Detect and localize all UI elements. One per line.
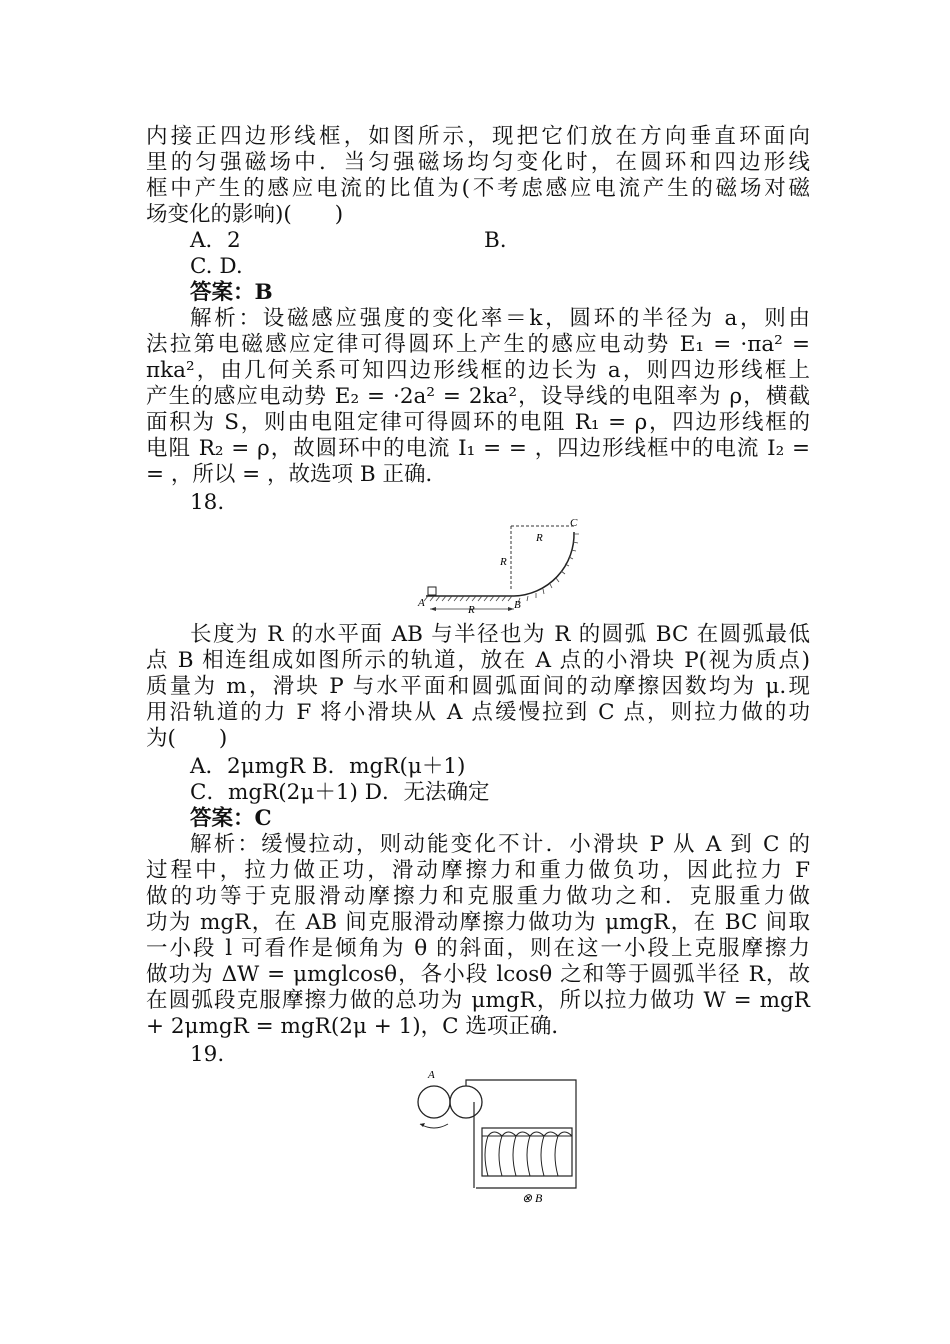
label-r-bottom: R	[468, 604, 475, 616]
label-a: A	[418, 597, 425, 609]
q17-stem-line-1: 内接正四边形线框，如图所示，现把它们放在方向垂直环面向	[146, 124, 810, 149]
q19-coil-figure	[408, 1066, 598, 1208]
arc-hatching	[518, 534, 579, 603]
q17-analysis-line-1: 解析：设磁感应强度的变化率＝k，圆环的半径为 a，则由	[190, 306, 810, 331]
q18-analysis-line-5: 一小段 l 可看作是倾角为 θ 的斜面，则在这一小段上克服摩擦力	[146, 936, 810, 961]
label-field-b: ⊗ B	[522, 1191, 543, 1205]
q18-analysis-line-2: 过程中，拉力做正功，滑动摩擦力和重力做负功，因此拉力 F	[146, 858, 810, 883]
q18-analysis-line-1: 解析：缓慢拉动，则动能变化不计．小滑块 P 从 A 到 C 的	[190, 832, 810, 857]
q17-analysis-line-2: 法拉第电磁感应定律可得圆环上产生的感应电动势 E₁ = ·πa² =	[146, 332, 810, 357]
disc-a	[418, 1086, 450, 1118]
slider-block	[428, 587, 436, 595]
q18-analysis-line-6: 做功为 ΔW = μmglcosθ，各小段 lcosθ 之和等于圆弧半径 R，故	[146, 962, 810, 987]
q17-analysis-line-7: = ，所以 = ，故选项 B 正确．	[146, 462, 448, 487]
label-r-side: R	[500, 556, 507, 568]
coil-loops	[485, 1136, 558, 1176]
q18-stem-line-3: 质量为 m，滑块 P 与水平面和圆弧面间的动摩擦因数均为 μ.现	[146, 674, 810, 699]
label-r-top: R	[536, 532, 543, 544]
q18-answer: 答案：C	[190, 806, 272, 831]
q17-stem-line-3: 框中产生的感应电流的比值为(不考虑感应电流产生的磁场对磁	[146, 176, 810, 201]
q17-option-cd: C. D.	[190, 254, 243, 279]
label-c: C	[570, 517, 578, 529]
q18-number: 18.	[190, 490, 225, 515]
q17-stem-line-2: 里的匀强磁场中．当匀强磁场均匀变化时，在圆环和四边形线	[146, 150, 810, 175]
q18-stem-line-4: 用沿轨道的力 F 将小滑块从 A 点缓慢拉到 C 点，则拉力做的功	[146, 700, 810, 725]
q17-analysis-line-3: πka²，由几何关系可知四边形线框的边长为 a，则四边形线框上	[146, 358, 810, 383]
q17-stem-line-4: 场变化的影响)( )	[146, 202, 344, 227]
q17-answer: 答案：B	[190, 280, 273, 305]
coil-loop-tops	[488, 1132, 572, 1136]
q19-number: 19.	[190, 1042, 225, 1067]
label-disc-a: A	[428, 1069, 435, 1081]
q18-analysis-line-3: 做的功等于克服滑动摩擦力和克服重力做功之和．克服重力做	[146, 884, 810, 909]
q18-analysis-line-7: 在圆弧段克服摩擦力做的总功为 μmgR，所以拉力做功 W = mgR	[146, 988, 810, 1013]
q17-analysis-line-5: 面积为 S，则由电阻定律可得圆环的电阻 R₁ = ρ，四边形线框的	[146, 410, 810, 435]
q18-stem-line-2: 点 B 相连组成如图所示的轨道，放在 A 点的小滑块 P(视为质点)	[146, 648, 810, 673]
q17-option-a: A．2	[190, 228, 241, 253]
q18-options-ab: A．2μmgR B．mgR(μ＋1)	[190, 754, 466, 779]
q18-analysis-line-4: 功为 mgR，在 AB 间克服滑动摩擦力做功为 μmgR，在 BC 间取	[146, 910, 810, 935]
q17-analysis-line-4: 产生的感应电动势 E₂ = ·2a² = 2ka²，设导线的电阻率为 ρ，横截	[146, 384, 810, 409]
disc-right	[450, 1086, 482, 1118]
q18-stem-line-5: 为( )	[146, 726, 228, 751]
q17-analysis-line-6: 电阻 R₂ = ρ，故圆环中的电流 I₁ = = ，四边形线框中的电流 I₂ =	[146, 436, 810, 461]
q18-analysis-line-8: + 2μmgR = mgR(2μ + 1)，C 选项正确．	[146, 1014, 573, 1039]
q18-options-cd: C．mgR(2μ＋1) D．无法确定	[190, 780, 490, 805]
q18-stem-line-1: 长度为 R 的水平面 AB 与半径也为 R 的圆弧 BC 在圆弧最低	[190, 622, 810, 647]
label-b: B	[514, 599, 521, 611]
q17-option-b: B.	[484, 228, 507, 253]
q18-track-figure	[410, 514, 600, 618]
